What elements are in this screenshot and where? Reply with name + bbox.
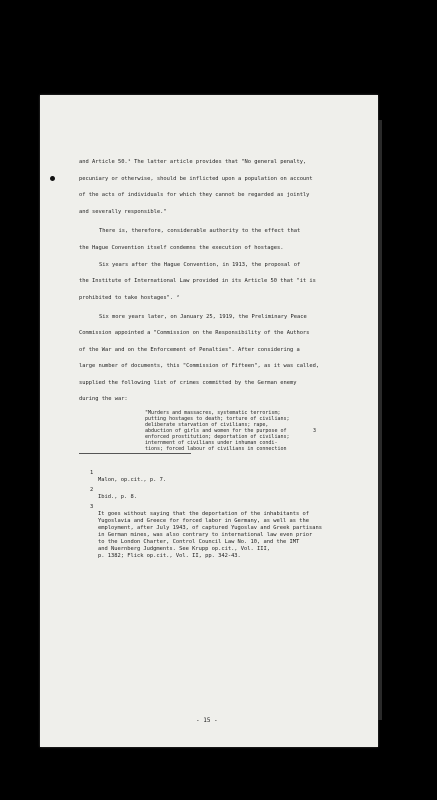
footnote-text: in German mines, was also contrary to international law even prior [98,532,313,538]
footnote-text: and Nuernberg Judgments. See Krupp op.cit., Vol. III, [98,546,271,552]
footnote-mark: 1 [90,470,94,476]
quote-line: deliberate starvation of civilians; rape, [145,422,269,428]
body-line: and severally responsible." [79,209,167,215]
quote-line: internment of civilians under inhuman condi- [145,440,278,446]
footnote-text: employment, after July 1943, of captured Yugoslav and Greek partisans [98,525,322,531]
page-edge-shadow [378,120,382,720]
footnote-text: Yugoslavia and Greece for forced labor in Germany, as well as the [98,518,309,524]
footnote-mark: 3 [90,504,94,510]
footnote-mark: 2 [90,487,94,493]
body-line: Six more years later, on January 25, 1919, the Preliminary Peace [99,314,307,320]
footnote-text: Malon, op.cit., p. 7. [98,477,167,483]
punch-hole-mark [50,176,55,181]
quote-line: tions; forced labour of civilians in connection [145,446,287,452]
body-line: during the war: [79,396,128,402]
footnote-text: It goes without saying that the deportation of the inhabitants of [98,511,309,517]
body-line: prohibited to take hostages". ² [79,295,180,301]
footnote-reference: 3 [313,428,317,434]
body-line: Six years after the Hague Convention, in 1913, the proposal of [99,262,301,268]
body-line: the Hague Convention itself condemns the execution of hostages. [79,245,284,251]
quote-line: abduction of girls and women for the purpose of [145,428,287,434]
body-line: and Article 50.¹ The latter article provides that "No general penalty, [79,159,307,165]
page-number: - 15 - [196,717,218,724]
footnote-separator [79,453,191,454]
body-line: pecuniary or otherwise, should be inflicted upon a population on account [79,176,313,182]
body-line: of the War and on the Enforcement of Penalties". After considering a [79,347,300,353]
body-line: large number of documents, this "Commission of Fifteen", as it was called, [79,363,320,369]
body-line: of the acts of individuals for which they cannot be regarded as jointly [79,192,310,198]
footnote-text: to the London Charter, Control Council Law No. 10, and the IMT [98,539,300,545]
footnote-text: Ibid., p. 8. [98,494,137,500]
footnote-text: p. 1382; Flick op.cit., Vol. II, pp. 342-43. [98,553,241,559]
quote-line: "Murders and massacres, systematic terrorism; [145,410,281,416]
body-line: supplied the following list of crimes committed by the German enemy [79,380,297,386]
quote-line: putting hostages to death; torture of civilians; [145,416,290,422]
body-line: the Institute of International Law provided in its Article 50 that "it is [79,278,316,284]
quote-line: enforced prostitution; deportation of civilians; [145,434,290,440]
body-line: Commission appointed a "Commission on the Responsibility of the Authors [79,330,310,336]
body-line: There is, therefore, considerable authority to the effect that [99,228,301,234]
